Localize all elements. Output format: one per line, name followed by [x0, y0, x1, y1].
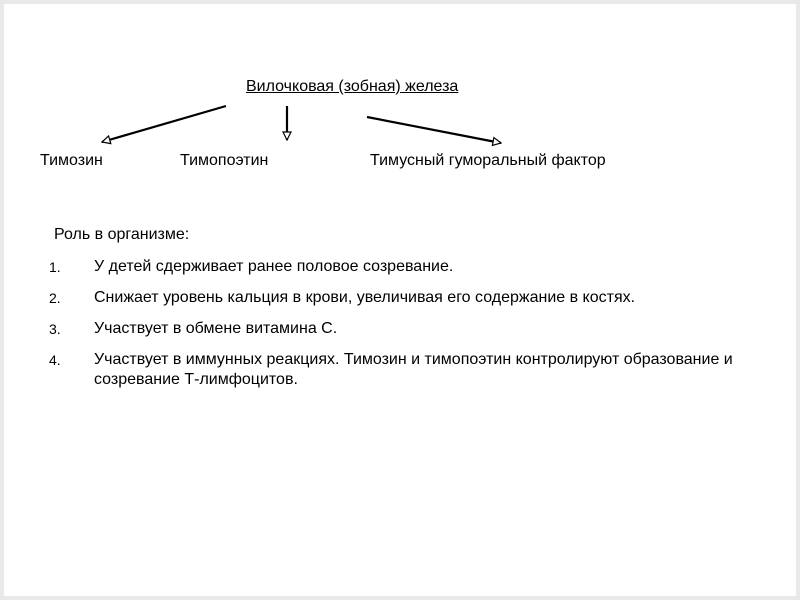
hormone-timozin: Тимозин	[40, 152, 103, 169]
list-item-number: 2.	[49, 290, 61, 306]
arrow-to-humoral-factor	[367, 117, 501, 143]
list-item-text: У детей сдерживает ранее половое созревание.	[94, 258, 454, 275]
hormone-humoral-factor: Тимусный гуморальный фактор	[370, 152, 606, 169]
slide	[4, 4, 796, 596]
list-item-number: 1.	[49, 259, 61, 275]
list-item-text: Участвует в иммунных реакциях. Тимозин и тимопоэтин контролируют образование и созревание Т-лимфоцитов.	[94, 351, 733, 388]
list-item	[44, 350, 744, 390]
list-item-text: Участвует в обмене витамина С.	[94, 320, 338, 337]
arrow-to-timozin	[102, 106, 226, 142]
list-item	[44, 257, 744, 277]
diagram-title: Вилочковая (зобная) железа	[246, 78, 459, 95]
roles-list	[44, 257, 744, 401]
role-heading: Роль в организме:	[54, 226, 190, 243]
hormone-timopoetin: Тимопоэтин	[180, 152, 269, 169]
list-item-number: 4.	[49, 352, 61, 368]
list-item	[44, 319, 744, 339]
list-item-number: 3.	[49, 321, 61, 337]
list-item-text: Снижает уровень кальция в крови, увеличивая его содержание в костях.	[94, 289, 636, 306]
list-item	[44, 288, 744, 308]
arrows	[4, 4, 796, 204]
